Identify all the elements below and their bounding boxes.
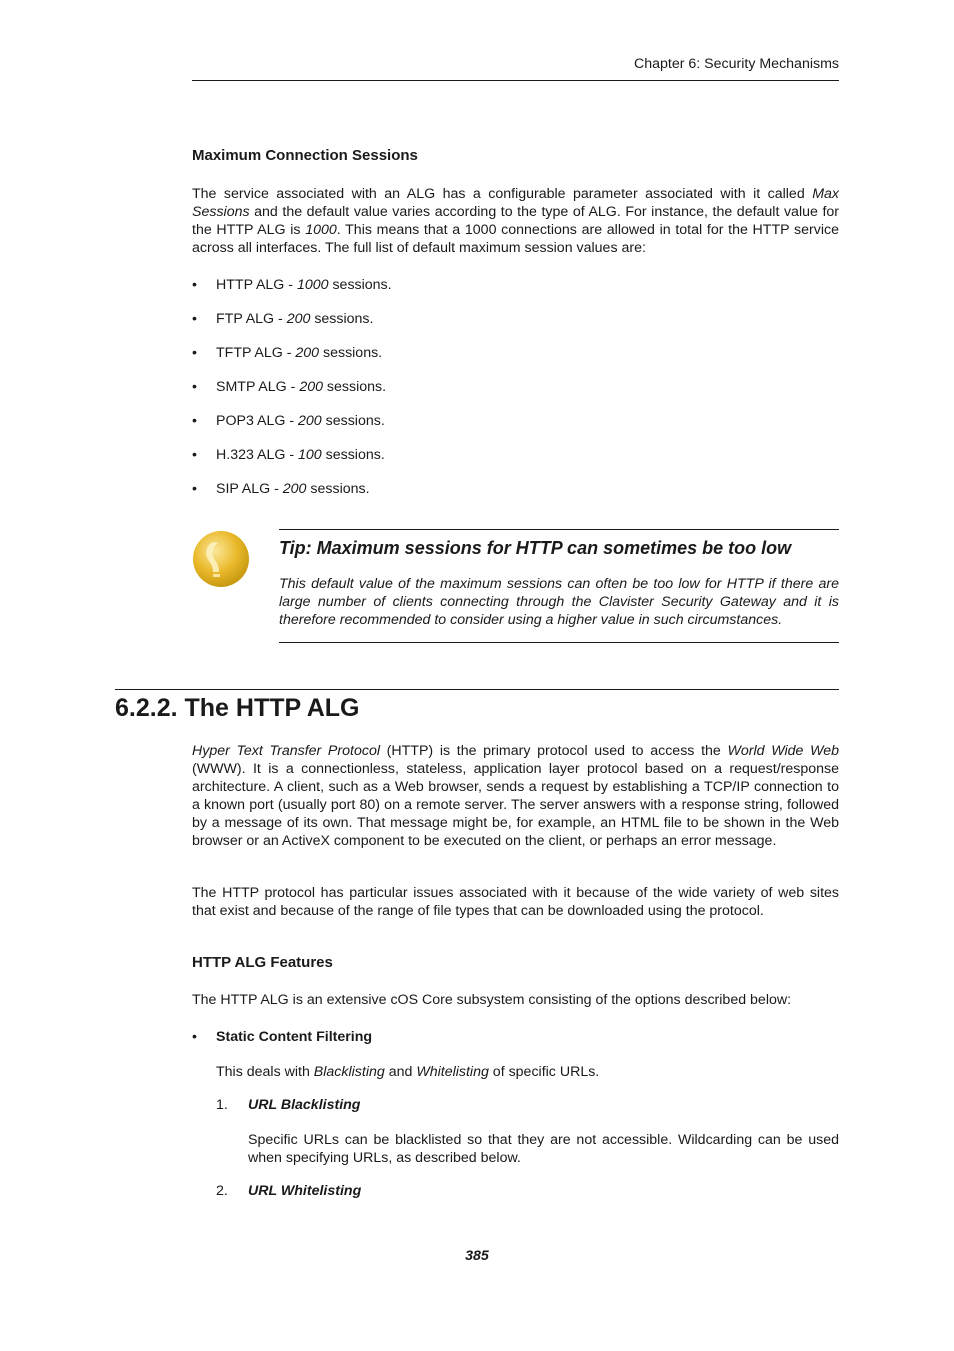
features-heading: HTTP ALG Features	[192, 954, 333, 971]
text-run: The service associated with an ALG has a configurable parameter associated with it called	[192, 186, 813, 202]
session-suffix: sessions.	[322, 379, 387, 395]
list-item-text	[216, 412, 385, 430]
list-item	[192, 310, 839, 328]
list-item	[192, 344, 839, 362]
text-run: and	[384, 1064, 417, 1080]
list-item	[192, 480, 839, 498]
list-item	[192, 276, 839, 294]
alg-name: H.323 ALG -	[216, 447, 299, 463]
http-issues-paragraph: The HTTP protocol has particular issues associated with it because of the wide variety of web sites that exist and because of the range of file types that can be downloaded using the protocol.	[192, 885, 839, 919]
list-item-text	[216, 378, 386, 396]
session-suffix: sessions.	[328, 277, 392, 293]
bullet-dot: •	[192, 447, 197, 463]
chapter-title: Chapter 6: Security Mechanisms	[633, 56, 839, 72]
session-value: 200	[286, 311, 311, 327]
text-run: of specific URLs.	[488, 1064, 600, 1080]
alg-name: TFTP ALG -	[216, 345, 296, 361]
session-suffix: sessions.	[321, 447, 385, 463]
bullet-dot: •	[192, 345, 197, 361]
alg-name: POP3 ALG -	[216, 413, 299, 429]
text-run: (WWW). It is a connectionless, stateless, application layer protocol based on a request/response architecture. A client, such as a Web browser, sends a request by establishing a TCP/IP connection to a known port (usually port 80) on a remote server. The server answers with a response string, followed by a message of its own. That message might be, for example, an HTML file to be shown in the Web browser or an ActiveX component to be executed on the client, or perhaps an error message.	[192, 761, 839, 849]
tip-body: This default value of the maximum sessions can often be too low for HTTP if there are large number of clients connecting through the Clavister Security Gateway and it is therefore recommended to consider using a higher value in such circumstances.	[279, 576, 839, 628]
bullet-dot: •	[192, 413, 197, 429]
item-number: 2.	[216, 1183, 228, 1199]
session-suffix: sessions.	[306, 481, 370, 497]
list-item-text	[216, 446, 385, 464]
text-run: This deals with	[216, 1064, 314, 1080]
http-intro-paragraph	[192, 742, 839, 850]
max-sessions-paragraph	[192, 185, 839, 257]
section-title: 6.2.2. The HTTP ALG	[115, 694, 360, 722]
item-label: URL Blacklisting	[248, 1097, 361, 1113]
session-value: 100	[298, 447, 322, 463]
list-item-text	[216, 344, 382, 362]
session-value: 200	[298, 413, 322, 429]
text-run: (HTTP) is the primary protocol used to access the	[379, 743, 728, 759]
max-sessions-heading: Maximum Connection Sessions	[192, 147, 418, 164]
alg-name: SIP ALG -	[216, 481, 283, 497]
page-header	[192, 54, 839, 81]
text-run: 1000	[305, 222, 337, 238]
features-intro: The HTTP ALG is an extensive cOS Core subsystem consisting of the options described below:	[192, 992, 792, 1008]
numbered-item-2	[216, 1183, 839, 1201]
list-item	[192, 412, 839, 430]
alg-name: FTP ALG -	[216, 311, 287, 327]
item-1-description: Specific URLs can be blacklisted so that they are not accessible. Wildcarding can be used when specifying URLs, as described below.	[248, 1132, 839, 1166]
feature-description	[216, 1063, 839, 1081]
list-item-text	[216, 480, 370, 498]
session-suffix: sessions.	[319, 345, 383, 361]
tip-title: Tip: Maximum sessions for HTTP can sometimes be too low	[279, 538, 792, 558]
bullet-dot: •	[192, 481, 197, 497]
alg-name: HTTP ALG -	[216, 277, 297, 293]
text-run: Hyper Text Transfer Protocol	[192, 743, 380, 759]
text-run: . This means that a 1000 connections are allowed in total for the HTTP service across all interfaces. The full list of default maximum session values are:	[192, 222, 839, 256]
feature-bullet	[192, 1028, 839, 1046]
session-value: 200	[282, 481, 307, 497]
item-number: 1.	[216, 1097, 228, 1113]
text-run: Max Sessions	[192, 186, 839, 220]
item-label: URL Whitelisting	[248, 1183, 362, 1199]
text-run: World Wide Web	[727, 743, 839, 759]
list-item	[192, 378, 839, 396]
section-divider	[115, 689, 839, 690]
session-suffix: sessions.	[310, 311, 374, 327]
list-item	[192, 446, 839, 464]
bullet-dot: •	[192, 379, 197, 395]
bullet-dot: •	[192, 1029, 197, 1045]
numbered-item-1	[216, 1097, 839, 1115]
session-value: 200	[299, 379, 323, 395]
text-run: and the default value varies according to the type of ALG. For instance, the default value for the HTTP ALG is	[192, 204, 839, 238]
lightbulb-icon	[192, 530, 250, 588]
tip-box	[279, 529, 839, 643]
session-value: 1000	[296, 277, 329, 293]
alg-name: SMTP ALG -	[216, 379, 300, 395]
session-suffix: sessions.	[321, 413, 385, 429]
bullet-dot: •	[192, 277, 197, 293]
list-item-text	[216, 276, 392, 294]
text-run: Whitelisting	[416, 1064, 489, 1080]
bullet-dot: •	[192, 311, 197, 327]
page-number: 385	[465, 1248, 489, 1264]
list-item-text	[216, 310, 373, 328]
feature-label: Static Content Filtering	[216, 1029, 373, 1045]
text-run: Blacklisting	[313, 1064, 385, 1080]
session-value: 200	[295, 345, 320, 361]
